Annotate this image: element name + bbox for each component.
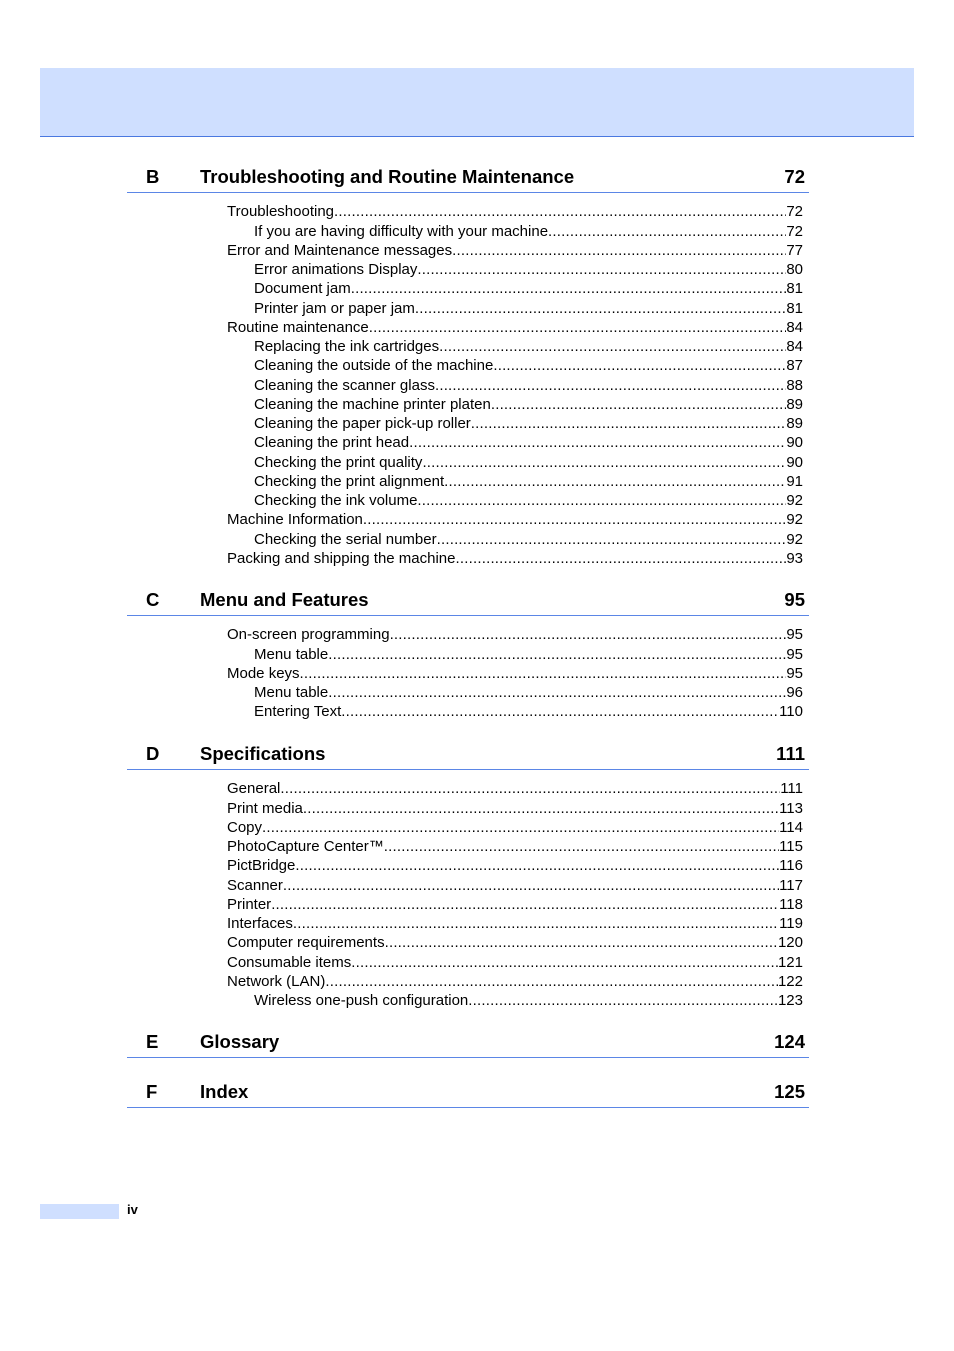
toc-entry[interactable]: Entering Text ..... 110 [227,702,803,721]
chapter-letter: C [146,589,160,610]
chapter-page: 125 [774,1081,805,1102]
toc-entry[interactable]: General ..... 111 [227,779,803,798]
toc-entries-d [227,779,803,1010]
toc-entry[interactable]: Replacing the ink cartridges ..... 84 [227,337,803,356]
toc-entry[interactable]: Computer requirements ..... 120 [227,933,803,952]
toc-entry[interactable]: Checking the print quality ..... 90 [227,452,803,471]
toc-entry[interactable]: Printer ..... 118 [227,895,803,914]
toc-entry[interactable]: Mode keys ..... 95 [227,664,803,683]
toc-entry[interactable]: Wireless one-push configuration ..... 123 [227,991,803,1010]
toc-entry[interactable]: Network (LAN) ..... 122 [227,972,803,991]
footer-bar [40,1204,119,1219]
chapter-title: Specifications [200,743,326,764]
toc-entry[interactable]: Document jam ..... 81 [227,279,803,298]
chapter-letter: F [146,1081,158,1102]
chapter-page: 72 [784,166,805,187]
chapter-heading-e [127,1031,809,1058]
header-banner [40,68,914,137]
toc-entries-b [227,202,803,568]
chapter-heading-d [127,743,809,770]
toc-entry[interactable]: Cleaning the machine printer platen ..... 89 [227,395,803,414]
page-number: iv [127,1202,138,1217]
chapter-letter: E [146,1031,159,1052]
toc-entry[interactable]: Cleaning the print head ..... 90 [227,433,803,452]
toc-entry[interactable]: On-screen programming ..... 95 [227,625,803,644]
chapter-title: Index [200,1081,249,1102]
toc-entry[interactable]: Consumable items ..... 121 [227,952,803,971]
toc-entry[interactable]: Machine Information ..... 92 [227,510,803,529]
toc-entry[interactable]: Menu table ..... 96 [227,683,803,702]
toc-entry[interactable]: Printer jam or paper jam ..... 81 [227,298,803,317]
chapter-title: Troubleshooting and Routine Maintenance [200,166,575,187]
chapter-title: Glossary [200,1031,280,1052]
chapter-title: Menu and Features [200,589,369,610]
toc-entry[interactable]: Menu table ..... 95 [227,644,803,663]
toc-entry[interactable]: Checking the ink volume ..... 92 [227,491,803,510]
toc-entry[interactable]: Error and Maintenance messages ..... 77 [227,241,803,260]
chapter-page: 111 [776,743,805,764]
toc-entry[interactable]: Print media ..... 113 [227,798,803,817]
chapter-letter: D [146,743,160,764]
chapter-heading-f [127,1081,809,1108]
toc-entry[interactable]: Scanner ..... 117 [227,875,803,894]
toc-entry[interactable]: Cleaning the outside of the machine ..... 87 [227,356,803,375]
toc-entry[interactable]: Routine maintenance ..... 84 [227,318,803,337]
toc-entry[interactable]: Interfaces ..... 119 [227,914,803,933]
chapter-page: 95 [784,589,805,610]
toc-entries-c [227,625,803,721]
toc-entry[interactable]: Cleaning the scanner glass ..... 88 [227,375,803,394]
toc-entry[interactable]: Troubleshooting ..... 72 [227,202,803,221]
chapter-heading-c [127,589,809,616]
chapter-heading-b [127,166,809,193]
chapter-letter: B [146,166,160,187]
toc-entry[interactable]: If you are having difficulty with your machine ..... 72 [227,221,803,240]
toc-entry[interactable]: Checking the print alignment ..... 91 [227,472,803,491]
toc-entry[interactable]: PhotoCapture Center™ ..... 115 [227,837,803,856]
toc-entry[interactable]: Error animations Display ..... 80 [227,260,803,279]
toc-entry[interactable]: Copy ..... 114 [227,818,803,837]
chapter-page: 124 [774,1031,805,1052]
toc-entry[interactable]: PictBridge ..... 116 [227,856,803,875]
toc-entry[interactable]: Packing and shipping the machine ..... 93 [227,549,803,568]
toc-entry[interactable]: Checking the serial number ..... 92 [227,529,803,548]
toc-entry[interactable]: Cleaning the paper pick-up roller ..... 89 [227,414,803,433]
